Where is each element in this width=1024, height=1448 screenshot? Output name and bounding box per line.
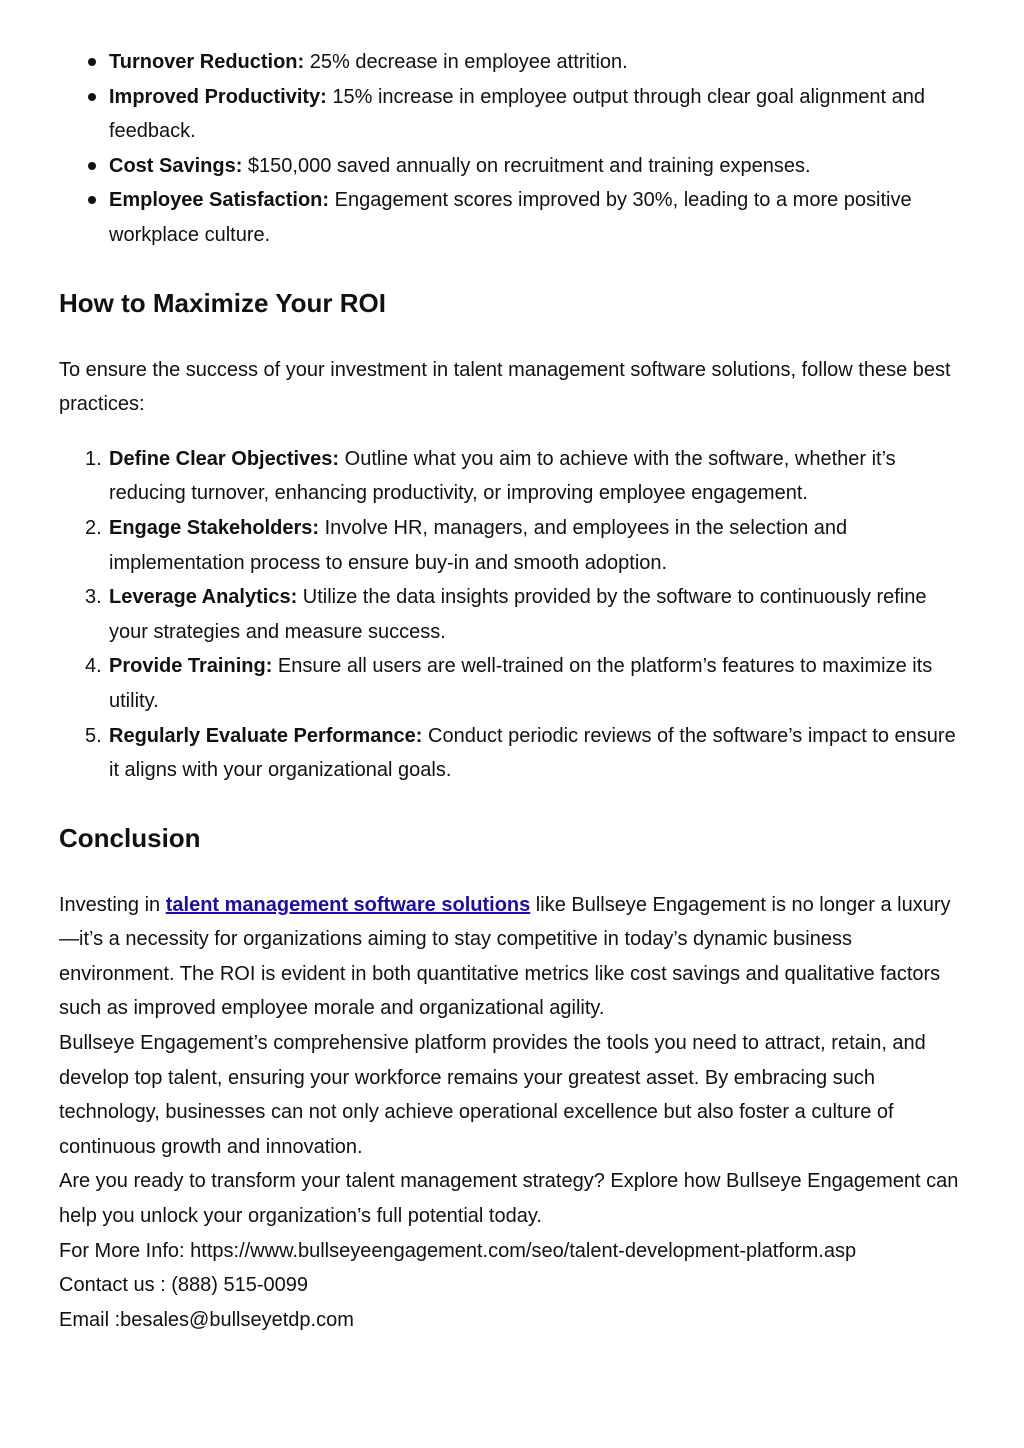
conclusion-paragraph-2: Bullseye Engagement’s comprehensive platform provides the tools you need to attract, retain, and develop top talent, ensuring your workforce remains your greatest asset. By embracing such technology, businesses can not only achieve operational excellence but also foster a culture of continuous growth and innovation. bbox=[59, 1032, 926, 1158]
contact-line: Contact us : (888) 515-0099 bbox=[59, 1274, 309, 1297]
step-number: 2. bbox=[85, 516, 102, 539]
step-number: 1. bbox=[85, 447, 102, 470]
step-label: Provide Training: bbox=[109, 655, 273, 678]
step-label: Leverage Analytics: bbox=[109, 586, 298, 609]
bullet-icon bbox=[88, 162, 96, 170]
email-line: Email :besales@bullseyetdp.com bbox=[59, 1308, 354, 1331]
step-text: Ensure all users are well-trained on the platform’s features to maximize its utility. bbox=[109, 655, 933, 712]
bullet-icon bbox=[88, 93, 96, 101]
step-text: Utilize the data insights provided by the software to continuously refine your strategies and measure success. bbox=[109, 586, 927, 643]
list-item bbox=[59, 649, 959, 718]
more-info-line: For More Info: https://www.bullseyeengagement.com/seo/talent-development-platform.asp bbox=[59, 1239, 857, 1262]
list-item bbox=[59, 149, 959, 184]
talent-management-link[interactable]: talent management software solutions bbox=[165, 893, 531, 916]
step-number: 5. bbox=[85, 724, 102, 747]
results-list bbox=[59, 45, 959, 253]
step-label: Engage Stakeholders: bbox=[109, 516, 320, 539]
list-item bbox=[59, 580, 959, 649]
item-text: $150,000 saved annually on recruitment and training expenses. bbox=[242, 154, 811, 177]
item-label: Improved Productivity: bbox=[109, 85, 327, 108]
step-label: Define Clear Objectives: bbox=[109, 447, 340, 470]
item-text: Engagement scores improved by 30%, leading to a more positive workplace culture. bbox=[109, 189, 912, 246]
best-practices-list bbox=[59, 442, 959, 788]
list-item bbox=[59, 442, 959, 511]
list-item bbox=[59, 511, 959, 580]
section-heading-roi: How to Maximize Your ROI bbox=[59, 287, 386, 318]
list-item bbox=[59, 80, 959, 149]
paragraph-text: Investing in bbox=[59, 893, 166, 916]
item-text: 25% decrease in employee attrition. bbox=[304, 51, 628, 73]
paragraph-text: like Bullseye Engagement is no longer a luxury—it’s a necessity for organizations aiming to stay competitive in today’s dynamic business environment. The ROI is evident in both quantitative metrics like cost savings and qualitative factors such as improved employee morale and organizational agility. bbox=[59, 893, 951, 1020]
step-number: 3. bbox=[85, 586, 102, 609]
document-page bbox=[59, 45, 959, 1337]
list-item bbox=[59, 45, 959, 80]
step-text: Outline what you aim to achieve with the software, whether it’s reducing turnover, enhancing productivity, or improving employee engagement. bbox=[109, 447, 896, 505]
step-number: 4. bbox=[85, 655, 102, 678]
item-label: Cost Savings: bbox=[109, 154, 243, 177]
item-text: 15% increase in employee output through clear goal alignment and feedback. bbox=[109, 85, 925, 143]
item-label: Employee Satisfaction: bbox=[109, 189, 330, 212]
conclusion-body bbox=[59, 888, 959, 1338]
bullet-icon bbox=[88, 58, 96, 66]
conclusion-paragraph-1 bbox=[59, 888, 959, 1026]
step-text: Conduct periodic reviews of the software’s impact to ensure it aligns with your organizational goals. bbox=[109, 724, 956, 782]
section-heading-conclusion: Conclusion bbox=[59, 822, 201, 853]
bullet-icon bbox=[88, 196, 96, 204]
conclusion-paragraph-3: Are you ready to transform your talent management strategy? Explore how Bullseye Engagement can help you unlock your organization’s full potential today. bbox=[59, 1170, 959, 1228]
list-item bbox=[59, 183, 959, 252]
roi-intro-paragraph: To ensure the success of your investment in talent management software solutions, follow these best practices: bbox=[59, 358, 951, 416]
list-item bbox=[59, 719, 959, 788]
step-text: Involve HR, managers, and employees in the selection and implementation process to ensure buy-in and smooth adoption. bbox=[109, 516, 848, 574]
item-label: Turnover Reduction: bbox=[109, 51, 305, 73]
step-label: Regularly Evaluate Performance: bbox=[109, 724, 423, 747]
